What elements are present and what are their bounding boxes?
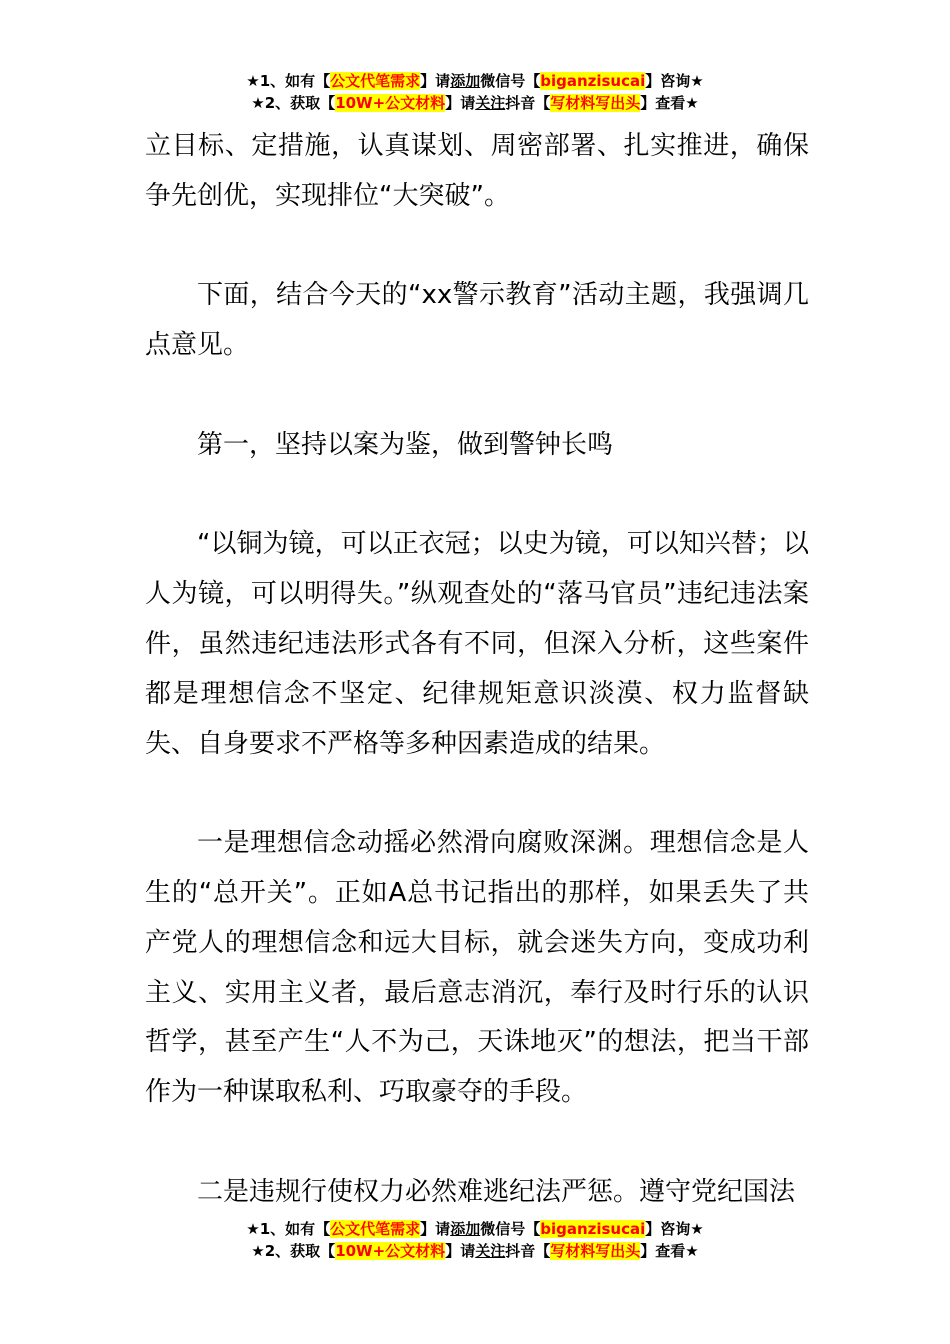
banner-line-2	[0, 1240, 950, 1262]
document-body	[145, 122, 809, 1267]
banner-text: ★2、获取【	[251, 1242, 336, 1260]
banner-text: ★2、获取【	[251, 94, 336, 112]
banner-highlight: biganzisucai	[540, 72, 646, 90]
banner-text: 】查看★	[640, 1242, 699, 1260]
banner-text: 】请	[420, 72, 451, 90]
banner-highlight: 10W+公文材料	[335, 94, 446, 112]
banner-text: ★1、如有【	[246, 1220, 331, 1238]
banner-text: 】查看★	[640, 94, 699, 112]
banner-line-1	[0, 1218, 950, 1240]
banner-text: 抖音【	[505, 1242, 551, 1260]
banner-line-2	[0, 92, 950, 114]
banner-highlight: 写材料写出头	[550, 1242, 641, 1260]
banner-emphasis: 关注	[475, 94, 506, 112]
paragraph: “以铜为镜，可以正衣冠；以史为镜，可以知兴替；以人为镜，可以明得失。”纵观查处的“落马官员”违纪违法案件，虽然违纪违法形式各有不同，但深入分析，这些案件都是理想信念不坚定、纪律规矩意识淡漠、权力监督缺失、自身要求不严格等多种因素造成的结果。	[145, 529, 809, 759]
banner-text: 抖音【	[505, 94, 551, 112]
footer-banner	[0, 1218, 950, 1262]
banner-text: 】请	[445, 94, 476, 112]
banner-text: ★1、如有【	[246, 72, 331, 90]
header-banner	[0, 70, 950, 114]
banner-line-1	[0, 70, 950, 92]
banner-text: 微信号【	[480, 1220, 541, 1238]
banner-highlight: biganzisucai	[540, 1220, 646, 1238]
banner-text: 】请	[445, 1242, 476, 1260]
banner-text: 】请	[420, 1220, 451, 1238]
banner-highlight: 写材料写出头	[550, 94, 641, 112]
paragraph: 下面，结合今天的“xx警示教育”活动主题，我强调几点意见。	[145, 280, 809, 361]
banner-text: 】咨询★	[645, 72, 704, 90]
banner-emphasis: 添加	[450, 72, 481, 90]
section-heading: 第一，坚持以案为鉴，做到警钟长鸣	[197, 429, 614, 460]
banner-highlight: 10W+公文材料	[335, 1242, 446, 1260]
paragraph: 二是违规行使权力必然难逃纪法严惩。遵守党纪国法	[197, 1176, 796, 1207]
banner-text: 微信号【	[480, 72, 541, 90]
paragraph: 一是理想信念动摇必然滑向腐败深渊。理想信念是人生的“总开关”。正如A总书记指出的那样，如果丢失了共产党人的理想信念和远大目标，就会迷失方向，变成功利主义、实用主义者，最后意志消沉，奉行及时行乐的认识哲学，甚至产生“人不为己，天诛地灭”的想法，把当干部作为一种谋取私利、巧取豪夺的手段。	[145, 828, 809, 1108]
banner-highlight: 公文代笔需求	[330, 1220, 421, 1238]
banner-emphasis: 关注	[475, 1242, 506, 1260]
banner-text: 】咨询★	[645, 1220, 704, 1238]
paragraph: 立目标、定措施，认真谋划、周密部署、扎实推进，确保争先创优，实现排位“大突破”。	[145, 131, 809, 211]
banner-emphasis: 添加	[450, 1220, 481, 1238]
banner-highlight: 公文代笔需求	[330, 72, 421, 90]
